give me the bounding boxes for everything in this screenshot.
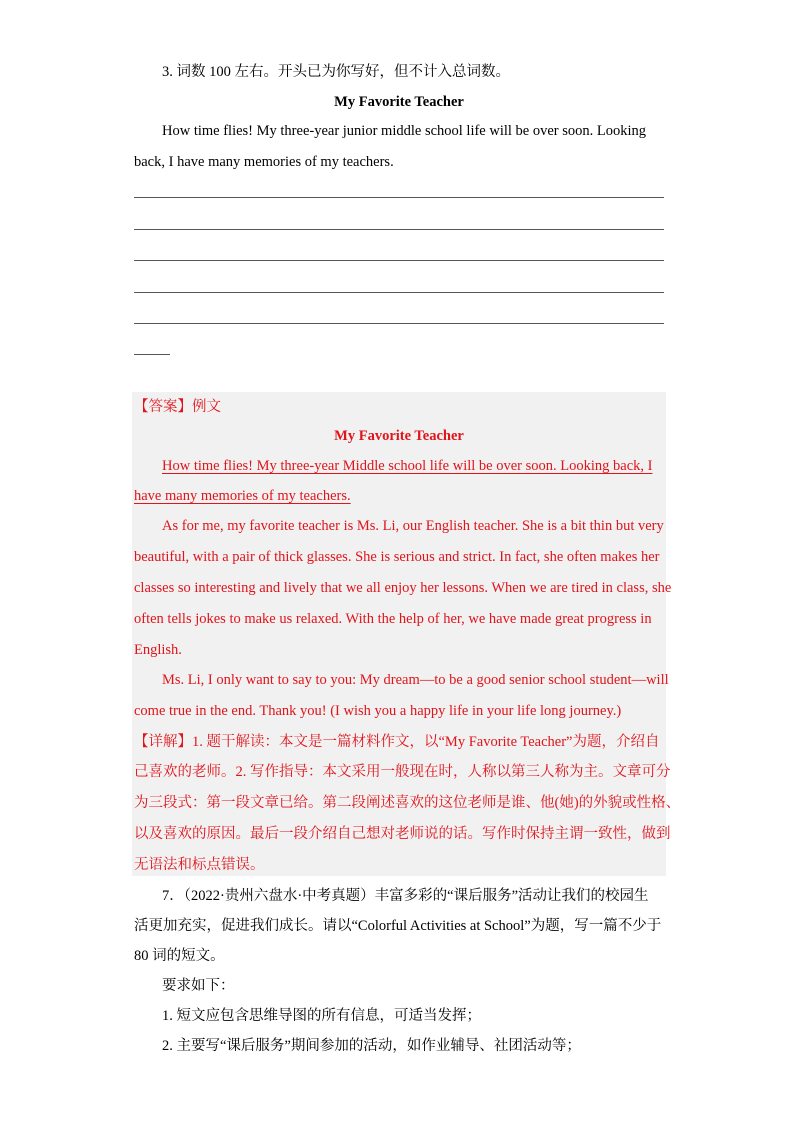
answer-p1-line-1: How time flies! My three-year Middle school life will be over soon. Looking back, I	[162, 458, 653, 474]
analysis-line-3: 为三段式：第一段文章已给。第二段阐述喜欢的这位老师是谁、他(她)的外貌或性格、	[134, 795, 681, 811]
analysis-line-4: 以及喜欢的原因。最后一段介绍自己想对老师说的话。写作时保持主谓一致性，做到	[134, 826, 671, 842]
writing-line	[134, 323, 664, 324]
answer-p3-line-2: come true in the end. Thank you! (I wish you a happy life in your life long journey.)	[134, 703, 622, 719]
writing-line	[134, 292, 664, 293]
question-7-line-1: 7．（2022·贵州六盘水·中考真题）丰富多彩的“课后服务”活动让我们的校园生	[162, 888, 649, 904]
essay-opening-line-2: back, I have many memories of my teachers.	[134, 154, 394, 170]
analysis-line-1: 【详解】1. 题干解读：本文是一篇材料作文，以“My Favorite Teacher”为题，介绍自	[134, 734, 660, 750]
answer-p2-line-1: As for me, my favorite teacher is Ms. Li, our English teacher. She is a bit thin but very	[162, 518, 664, 534]
requirement-3: 3. 词数 100 左右。开头已为你写好，但不计入总词数。	[162, 64, 510, 80]
answer-p2-line-2: beautiful, with a pair of thick glasses. She is serious and strict. In fact, she often makes her	[134, 549, 660, 565]
answer-p2-line-3: classes so interesting and lively that we all enjoy her lessons. When we are tired in class, she	[134, 580, 672, 596]
requirement-2: 2. 主要写“课后服务”期间参加的活动，如作业辅导、社团活动等；	[162, 1038, 581, 1054]
writing-line-end	[134, 354, 170, 355]
essay-title: My Favorite Teacher	[334, 94, 464, 110]
question-7-line-3: 80 词的短文。	[134, 948, 225, 964]
answer-p2-line-4: often tells jokes to make us relaxed. With the help of her, we have made great progress in	[134, 611, 652, 627]
answer-label: 【答案】例文	[134, 399, 221, 415]
analysis-line-5: 无语法和标点错误。	[134, 857, 265, 873]
answer-p1-line-2: have many memories of my teachers.	[134, 488, 351, 504]
answer-p3-line-1: Ms. Li, I only want to say to you: My dream—to be a good senior school student—will	[162, 672, 669, 688]
writing-line	[134, 260, 664, 261]
essay-opening-line-1: How time flies! My three-year junior middle school life will be over soon. Looking	[162, 123, 647, 139]
question-7-line-2: 活更加充实，促进我们成长。请以“Colorful Activities at School”为题，写一篇不少于	[134, 918, 662, 934]
answer-title: My Favorite Teacher	[334, 428, 464, 444]
answer-p2-line-5: English.	[134, 642, 182, 658]
writing-line	[134, 197, 664, 198]
analysis-line-2: 己喜欢的老师。2. 写作指导：本文采用一般现在时，人称以第三人称为主。文章可分	[134, 764, 671, 780]
writing-line	[134, 229, 664, 230]
requirement-1: 1. 短文应包含思维导图的所有信息，可适当发挥；	[162, 1008, 481, 1024]
requirements-heading: 要求如下：	[162, 978, 235, 994]
